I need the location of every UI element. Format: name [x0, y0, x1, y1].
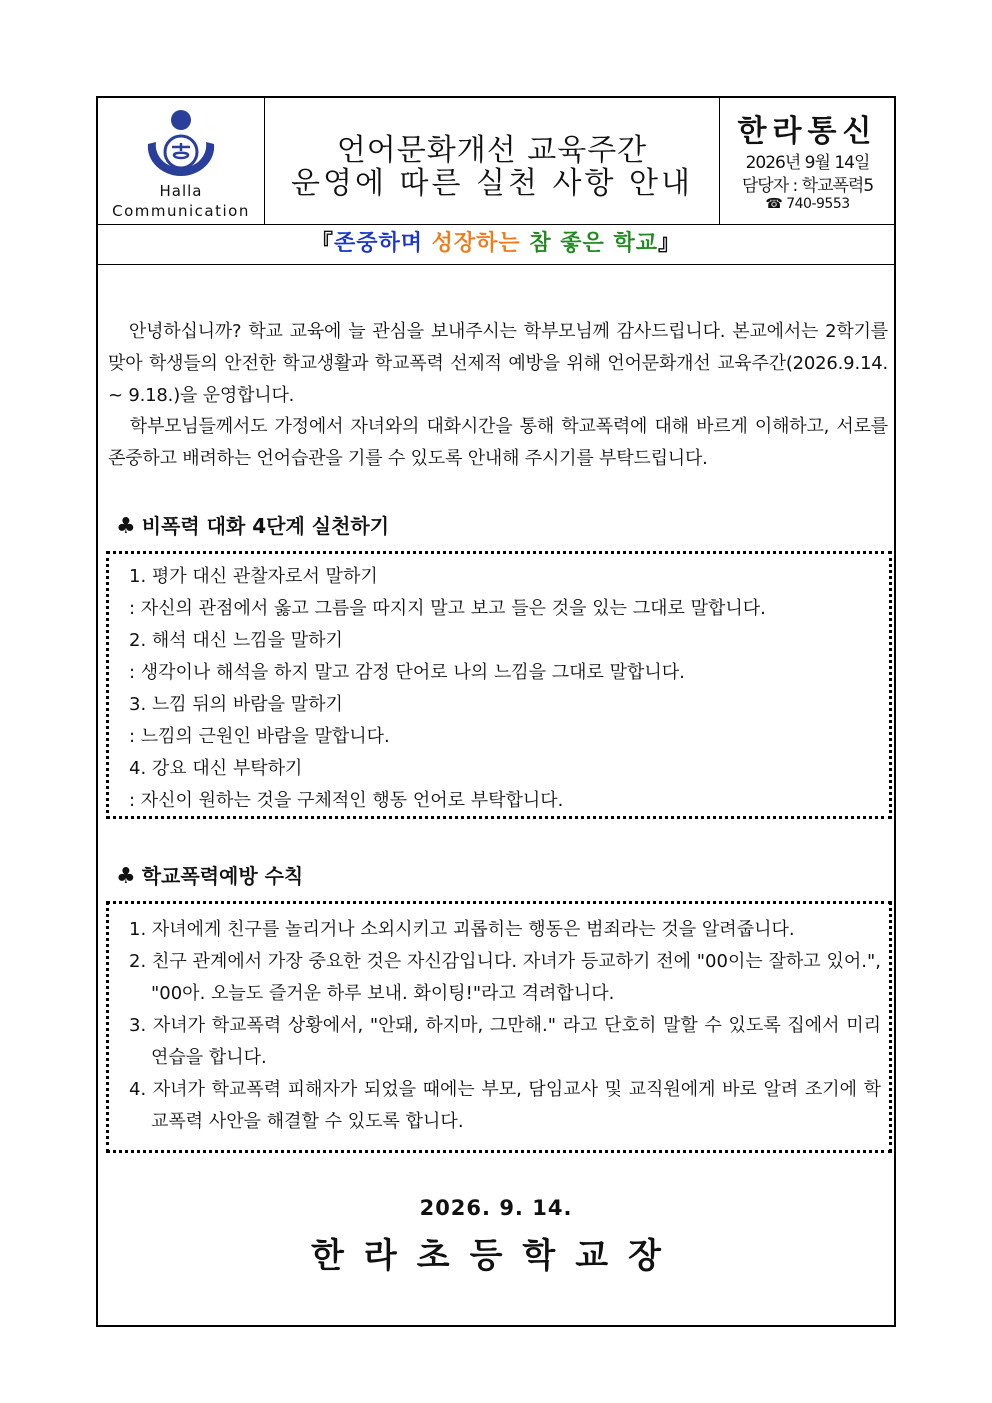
slogan-word-2: 성장하는	[431, 231, 521, 256]
intro-paragraph-1-text: 안녕하십니까? 학교 교육에 늘 관심을 보내주시는 학부모님께 감사드립니다. 본교에서는 2학기를 맞아 학생들의 안전한 학교생활과 학교폭력 선제적 예방을 위해 언어문화개선 교육주간(2026.9.14. ~ 9.18.)을 운영합니다.	[108, 321, 888, 406]
document-title-line1: 언어문화개선 교육주간	[336, 133, 648, 168]
step-detail: : 생각이나 해석을 하지 말고 감정 단어로 나의 느낌을 그대로 말합니다.	[129, 662, 685, 683]
school-slogan	[98, 224, 894, 265]
club-icon: ♣	[116, 864, 136, 889]
document-title-line2: 운영에 따른 실천 사항 안내	[291, 166, 693, 201]
newsletter-name: 한라통신	[737, 114, 878, 149]
prevention-rules-box	[106, 901, 892, 1153]
section-title-prevention	[116, 860, 303, 889]
section-title-nonviolent	[116, 510, 389, 539]
step-heading: 1. 평가 대신 관찰자로서 말하기	[129, 566, 378, 587]
intro-paragraph-2-text: 학부모님들께서도 가정에서 자녀와의 대화시간을 통해 학교폭력에 대해 바르게 이해하고, 서로를 존중하고 배려하는 언어습관을 기를 수 있도록 안내해 주시기를 부탁드립니다.	[108, 416, 888, 469]
staff-contact: 담당자 : 학교폭력5	[741, 176, 874, 196]
newsletter-frame	[96, 96, 896, 1327]
slogan-open-bracket: 『	[310, 231, 334, 256]
section-title-text: 학교폭력예방 수칙	[141, 864, 304, 888]
rule-item: 3. 자녀가 학교폭력 상황에서, "안돼, 하지마, 그만해." 라고 단호히 말할 수 있도록 집에서 미리 연습을 합니다.	[129, 1015, 881, 1068]
slogan-close-bracket: 』	[658, 231, 682, 256]
intro-paragraph-1	[108, 316, 888, 412]
slogan-word-1: 존중하며	[333, 231, 423, 256]
issue-date: 2026년 9월 14일	[745, 153, 870, 173]
club-icon: ♣	[116, 514, 136, 539]
logo-text-communication: Communication	[112, 202, 250, 220]
phone-number: ☎ 740-9553	[765, 196, 850, 212]
title-cell	[265, 98, 719, 224]
step-detail: : 느낌의 근원인 바람을 말합니다.	[129, 726, 390, 747]
nonviolent-steps-box	[106, 551, 892, 819]
step-heading: 4. 강요 대신 부탁하기	[129, 758, 303, 779]
halla-logo-icon	[134, 106, 228, 182]
step-detail: : 자신의 관점에서 옳고 그름을 따지지 말고 보고 들은 것을 있는 그대로 말합니다.	[129, 598, 766, 619]
logo-text-halla: Halla	[159, 182, 203, 200]
info-cell	[719, 98, 895, 224]
intro-paragraph-2	[108, 411, 888, 475]
section-title-text: 비폭력 대화 4단계 실천하기	[141, 514, 390, 538]
step-heading: 2. 해석 대신 느낌을 말하기	[129, 630, 343, 651]
slogan-word-3: 참	[529, 231, 552, 256]
header-table	[98, 98, 894, 225]
slogan-word-4: 좋은	[560, 231, 605, 256]
rule-item: 4. 자녀가 학교폭력 피해자가 되었을 때에는 부모, 담임교사 및 교직원에게 바로 알려 조기에 학교폭력 사안을 해결할 수 있도록 합니다.	[129, 1079, 881, 1132]
logo-cell	[98, 98, 265, 224]
step-heading: 3. 느낌 뒤의 바람을 말하기	[129, 694, 343, 715]
principal-signature: 한라초등학교장	[311, 1236, 681, 1276]
rule-item: 1. 자녀에게 친구를 놀리거나 소외시키고 괴롭히는 행동은 범죄라는 것을 알려줍니다.	[129, 919, 795, 940]
footer-date: 2026. 9. 14.	[419, 1196, 573, 1220]
slogan-word-5: 학교	[613, 231, 658, 256]
rule-item: 2. 친구 관계에서 가장 중요한 것은 자신감입니다. 자녀가 등교하기 전에 "00이는 잘하고 있어.", "00아. 오늘도 즐거운 하루 보내. 화이팅!"라고 격려합니다.	[129, 951, 881, 1004]
step-detail: : 자신이 원하는 것을 구체적인 행동 언어로 부탁합니다.	[129, 790, 564, 811]
